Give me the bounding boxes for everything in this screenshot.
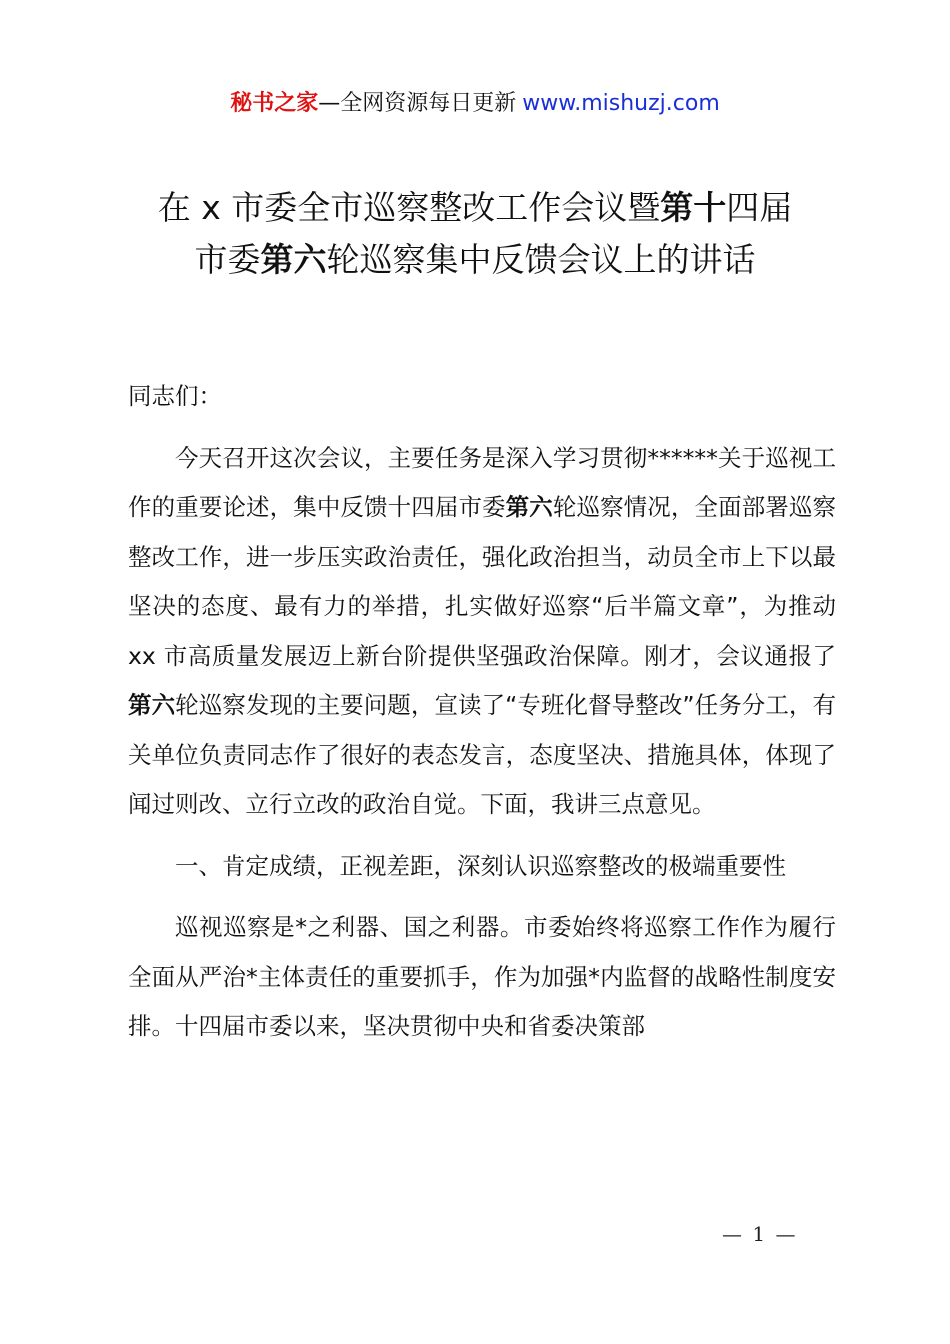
title-bold-text: 第十 [660,188,727,227]
paragraph [128,434,836,830]
paragraph: 巡视巡察是*之利器、国之利器。市委始终将巡察工作作为履行全面从严治*主体责任的重要抓手，作为加强*内监督的战略性制度安排。十四届市委以来，坚决贯彻中央和省委决策部 [128,913,836,1040]
title-text: 四届 [726,188,793,227]
title-bold-text: 第六 [260,240,327,279]
title-text: 在 x 市委全市巡察整改工作会议暨 [157,188,661,227]
paragraph-text: 轮巡察发现的主要问题，宣读了“专班化督导整改”任务分工，有关单位负责同志作了很好的表态发言，态度坚决、措施具体，体现了闻过则改、立行立改的政治自觉。下面，我讲三点意见。 [128,691,837,818]
paragraph-bold-text: 第六 [505,493,553,521]
header-tagline: —全网资源每日更新 [318,91,517,116]
title-text: 市委 [194,240,261,279]
paragraph-text: 今天召开这次会议，主要任务是深入学习贯彻******关于巡视工作的重要论述，集中反馈十四届市委 [128,443,836,521]
title-line-2 [80,234,870,286]
paragraph-bold-text: 第六 [128,691,176,719]
page-number: — 1 — [722,1222,798,1246]
document-body [128,372,836,1052]
salutation: 同志们： [128,382,222,410]
title-line-1 [80,182,870,234]
title-text: 轮巡察集中反馈会议上的讲话 [326,240,756,279]
section-heading: 一、肯定成绩，正视差距，深刻认识巡察整改的极端重要性 [175,851,786,880]
site-url-link[interactable]: www.mishuzj.com [522,91,720,116]
brand-name: 秘书之家 [230,91,319,116]
paragraph-text: 轮巡察情况，全面部署巡察整改工作，进一步压实政治责任，强化政治担当，动员全市上下以最坚决的态度、最有力的举措，扎实做好巡察“后半篇文章”，为推动 xx 市高质量发展迈上新台阶提供坚强政治保障。刚才，会议通报了 [128,493,837,670]
document-title [80,182,870,286]
site-header [0,88,950,120]
